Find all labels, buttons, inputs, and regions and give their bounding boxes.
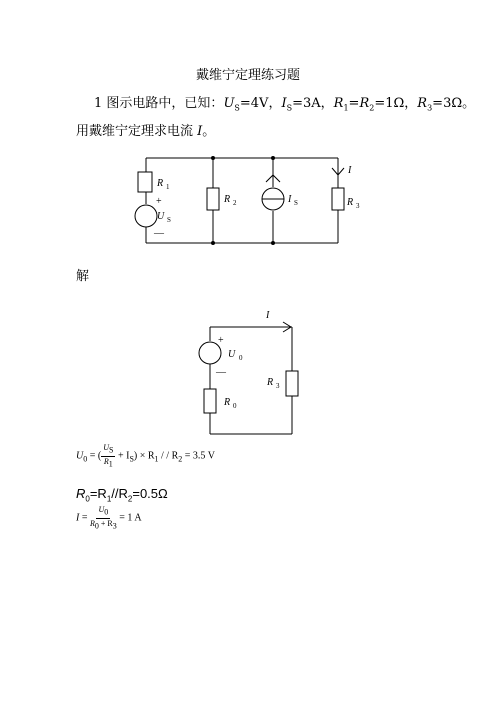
r3-label: R [267, 377, 274, 388]
solution-label: 解 [76, 269, 90, 284]
formula-i-eq: = [79, 512, 90, 524]
frac-num-sub: 0 [104, 507, 109, 517]
frac-num: U [103, 443, 109, 452]
r1-label-sub: 1 [166, 183, 170, 191]
formula-r0 [76, 486, 168, 504]
formula-u0-result: = 3.5 V [182, 450, 215, 462]
formula-u0-lhs: U [76, 450, 84, 462]
formula-u0-rest2: / / R [158, 450, 179, 462]
u0-label: U [228, 349, 236, 360]
us-subscript: S [234, 103, 240, 113]
r1-label: R [157, 178, 164, 189]
formula-u0-fraction [101, 444, 115, 468]
formula-u0-rest-sub2: 2 [178, 454, 183, 464]
current-label: I [266, 310, 270, 321]
is-value: =3A， [292, 96, 334, 111]
r3-symbol: R [417, 96, 428, 111]
formula-u0-rest: ) × R [133, 450, 155, 462]
r0-c-sub: 2 [127, 494, 133, 504]
formula-u0 [76, 444, 215, 468]
formula-i-fraction [90, 506, 117, 530]
current-variable: I [197, 124, 203, 139]
u0-label-sub: 0 [239, 354, 243, 362]
r2-symbol: R [359, 96, 370, 111]
r3-label: R [347, 197, 354, 208]
frac-den-sub: 1 [108, 459, 113, 469]
minus-label: — [216, 367, 226, 378]
r0-a: R [76, 486, 86, 501]
r0-label-sub: 0 [233, 402, 237, 410]
r0-a-sub: 0 [85, 494, 90, 504]
frac-den-plus: + R [98, 518, 113, 528]
r2-label: R [224, 194, 231, 205]
us-value: =4V， [239, 96, 282, 111]
r3-resistor [286, 371, 298, 396]
formula-u0-eq: = ( [87, 450, 102, 462]
is-label: I [288, 194, 292, 205]
problem-question-end: 。 [202, 124, 216, 139]
is-subscript: S [286, 103, 293, 113]
us-label: U [157, 211, 165, 222]
r2-label-sub: 2 [233, 199, 237, 207]
frac-den-b-sub: 3 [112, 521, 117, 531]
current-label: I [348, 165, 352, 176]
frac-num-sub: S [109, 445, 114, 455]
r2-subscript: 2 [369, 103, 375, 113]
formula-u0-lhs-sub: 0 [83, 454, 88, 464]
us-label-sub: S [167, 216, 171, 224]
formula-u0-mid-sub: S [129, 454, 134, 464]
r0-b: =R [89, 486, 107, 501]
r3-label-sub: 3 [356, 202, 360, 210]
problem-number: 1 [94, 96, 103, 111]
formula-i-result: = 1 A [116, 512, 142, 524]
formula-u0-mid: + I [115, 450, 130, 462]
formula-u0-rest-sub1: 1 [154, 454, 159, 464]
r3-subscript: 3 [427, 103, 433, 113]
r1-equals: = [348, 96, 360, 111]
formula-current [76, 506, 142, 530]
is-symbol: I [281, 96, 287, 111]
r1-symbol: R [333, 96, 344, 111]
r0-d: =0.5Ω [132, 486, 168, 501]
is-label-sub: S [294, 199, 298, 207]
r12-value: =1Ω， [374, 96, 418, 111]
r3-value: =3Ω。 [432, 96, 476, 111]
plus-label: + [218, 335, 224, 346]
frac-num: U [98, 505, 105, 514]
problem-intro: 图示电路中，已知： [106, 96, 224, 111]
r3-label-sub: 3 [276, 382, 280, 390]
minus-label: — [154, 228, 164, 239]
us-symbol: U [223, 96, 235, 111]
frac-den-a-sub: 0 [94, 521, 99, 531]
r0-c: //R [111, 486, 128, 501]
r0-b-sub: 1 [106, 494, 112, 504]
formula-i-lhs: I [76, 512, 80, 524]
page-title: 戴维宁定理练习题 [195, 68, 300, 83]
problem-question: 用戴维宁定理求电流 [76, 124, 198, 139]
frac-den: R [103, 456, 109, 466]
r1-subscript: 1 [343, 103, 349, 113]
frac-den-a: R [89, 518, 95, 528]
plus-label: + [156, 196, 162, 207]
r0-label: R [224, 397, 231, 408]
r0-resistor [204, 389, 216, 413]
